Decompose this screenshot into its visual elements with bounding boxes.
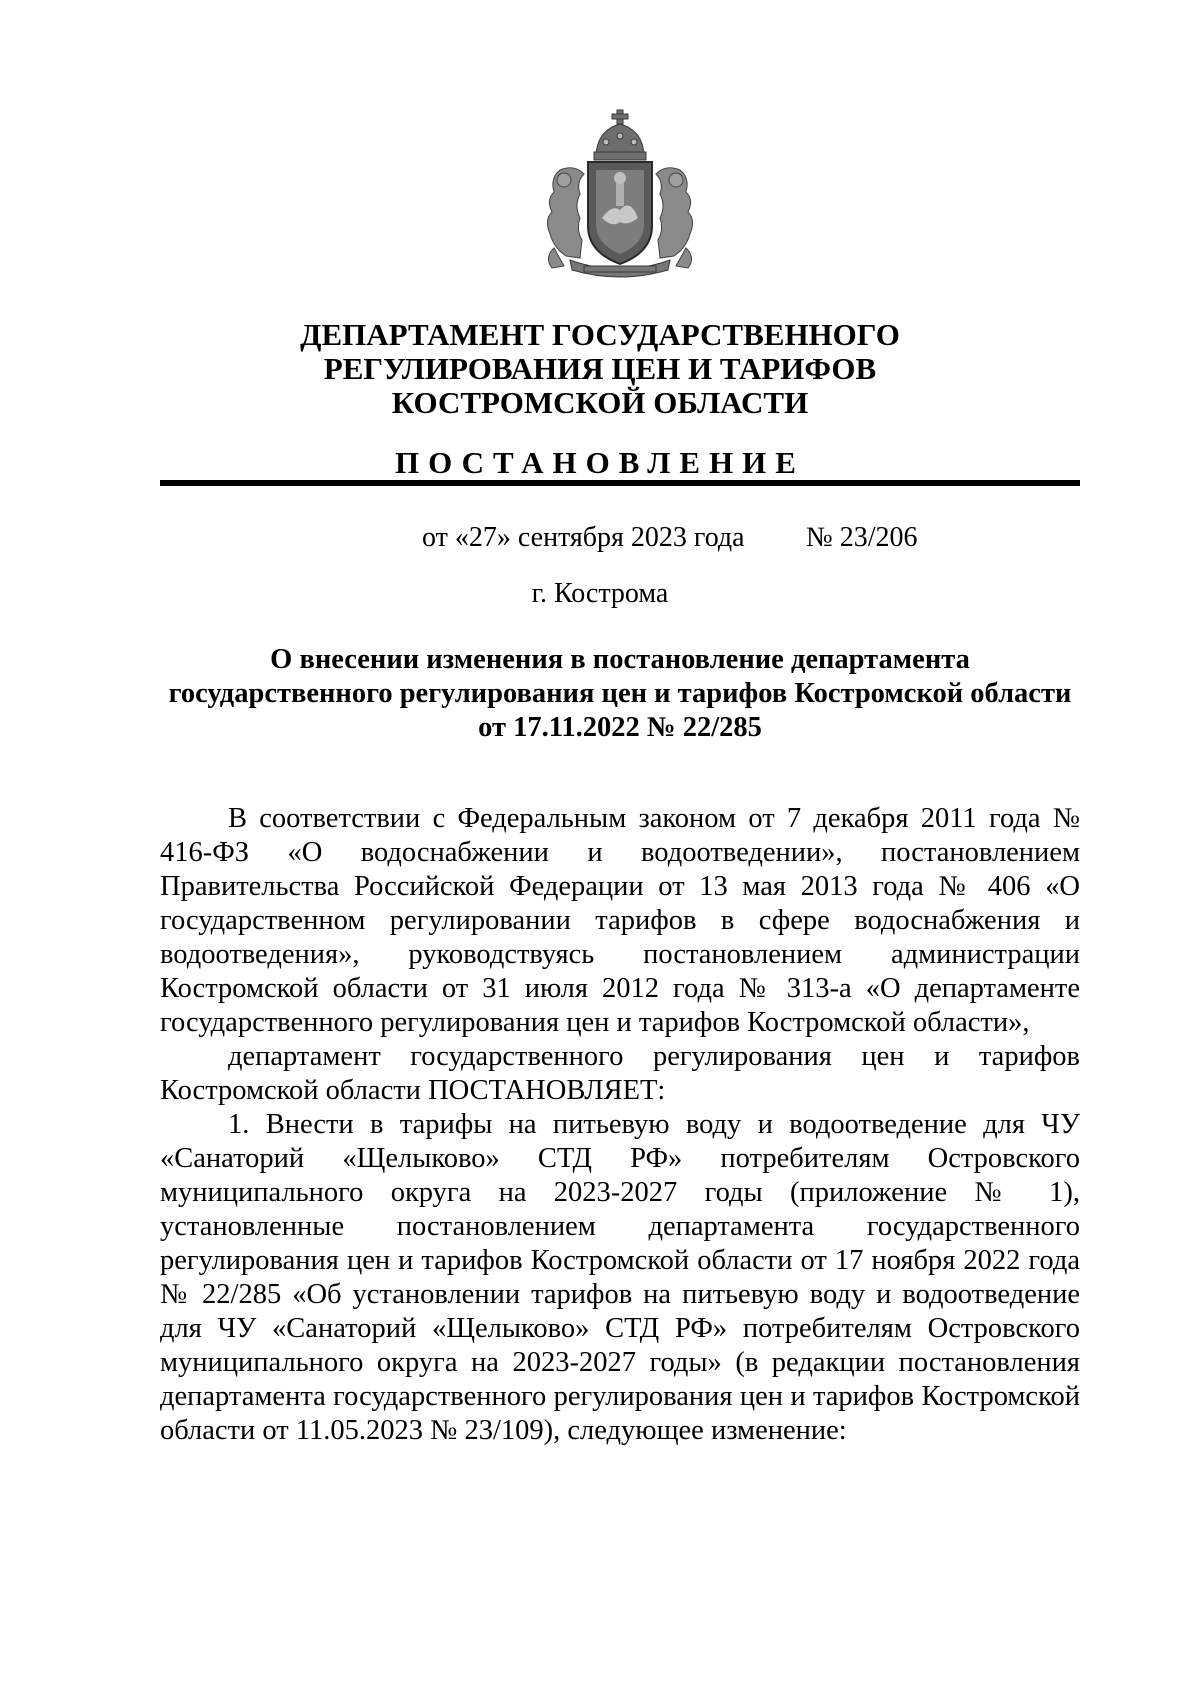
subject-line: от 17.11.2022 № 22/285 xyxy=(478,712,762,743)
document-date: от «27» сентября 2023 года xyxy=(422,522,745,553)
document-city: г. Кострома xyxy=(531,578,669,609)
body-paragraph: 1. Внести в тарифы на питьевую воду и водоотведение для ЧУ «Санаторий «Щелыково» СТД РФ» потребителям Островского муниципального округа на 2023-2027 годы (приложение № 1), установленные постановлением департамента государственного регулирования цен и тарифов Костромской области от 17 ноября 2022 года № 22/285 «Об установлении тарифов на питьевую воду и водоотведение для ЧУ «Санаторий «Щелыково» СТД РФ» потребителям Островского муниципального округа на 2023-2027 годы» (в редакции постановления департамента государственного регулирования цен и тарифов Костромской области от 11.05.2023 № 23/109), следующее изменение: xyxy=(160,1109,1080,1446)
body-paragraph: В соответствии с Федеральным законом от 7 декабря 2011 года № 416-ФЗ «О водоснабжении и водоотведении», постановлением Правительства Российской Федерации от 13 мая 2013 года № 406 «О государственном регулировании тарифов в сфере водоснабжения и водоотведения», руководствуясь постановлением администрации Костромской области от 31 июля 2012 года № 313-а «О департаменте государственного регулирования цен и тарифов Костромской области», xyxy=(160,803,1080,1038)
agency-name-line: КОСТРОМСКОЙ ОБЛАСТИ xyxy=(391,385,809,420)
subject-line: государственного регулирования цен и тарифов Костромской области xyxy=(168,678,1072,709)
coat-of-arms-icon xyxy=(540,108,700,278)
document-number: № 23/206 xyxy=(806,522,918,553)
document-type-heading: ПОСТАНОВЛЕНИЕ xyxy=(395,445,805,480)
body-paragraph: департамент государственного регулирования цен и тарифов Костромской области ПОСТАНОВЛЯЕТ: xyxy=(160,1041,1080,1106)
agency-name xyxy=(0,318,1200,420)
agency-name-line: РЕГУЛИРОВАНИЯ ЦЕН И ТАРИФОВ xyxy=(323,351,877,386)
subject-line: О внесении изменения в постановление департамента xyxy=(270,644,970,675)
document-subject xyxy=(150,643,1090,745)
header-divider xyxy=(160,480,1080,486)
document-body xyxy=(160,802,1080,1448)
agency-name-line: ДЕПАРТАМЕНТ ГОСУДАРСТВЕННОГО xyxy=(300,317,900,352)
